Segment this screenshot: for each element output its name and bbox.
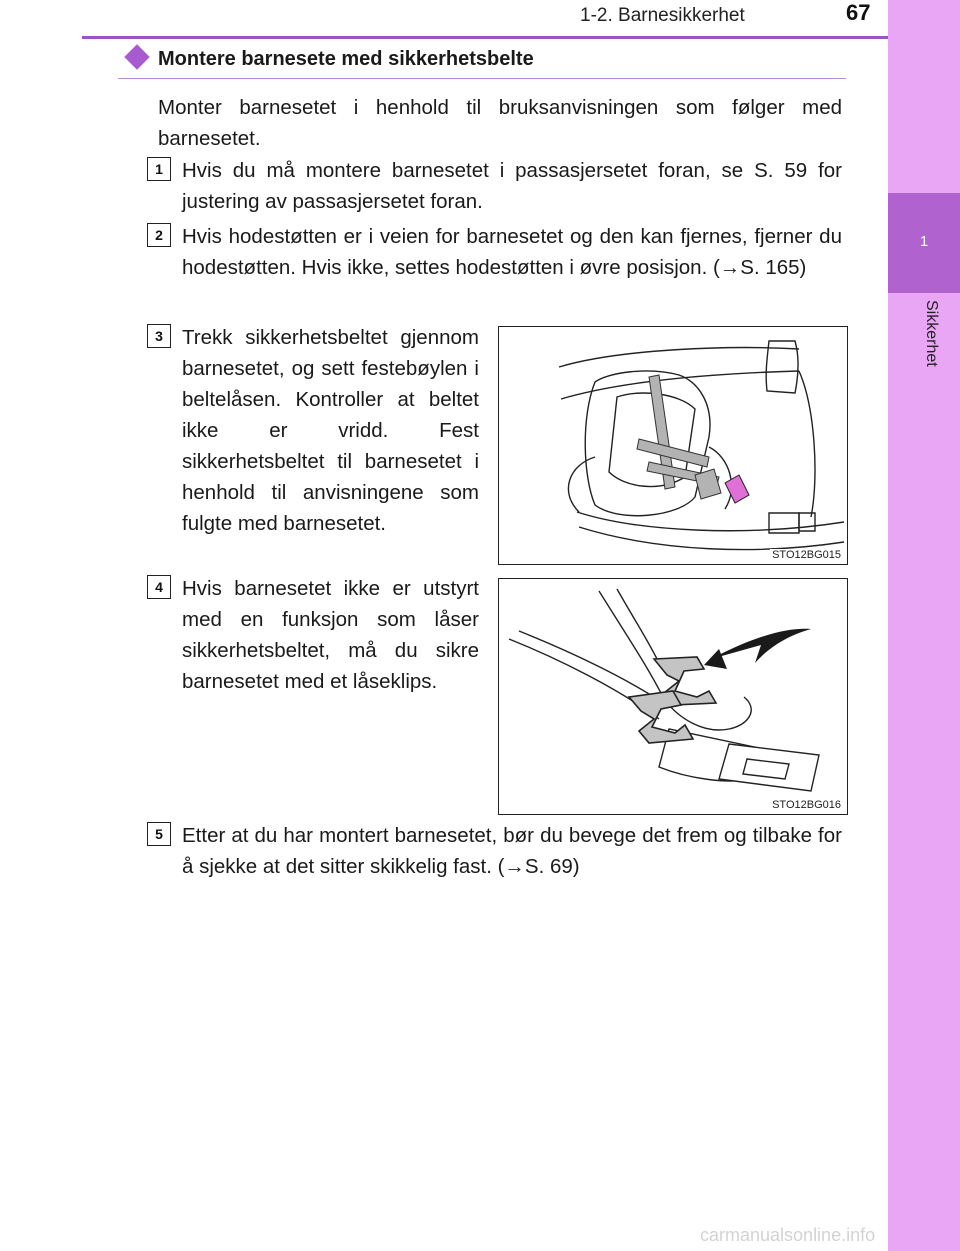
step-number: 3 <box>147 324 171 348</box>
locking-clip-drawing <box>499 579 847 814</box>
step-number: 1 <box>147 157 171 181</box>
section-title: 1-2. Barnesikkerhet <box>580 5 745 26</box>
child-seat-drawing <box>499 327 847 564</box>
chapter-number: 1 <box>919 233 929 250</box>
page-number: 67 <box>846 0 871 25</box>
step-text: Trekk sikkerhetsbeltet gjennom barnesetet, og sett festebøylen i beltelåsen. Kontroller at beltet ikke er vridd. Fest sikkerhetsbeltet til barnesetet i henhold til anvisningene som fulgte med barnesetet. <box>182 326 479 535</box>
step-text: Hvis barnesetet ikke er utstyrt med en funksjon som låser sikkerhetsbeltet, må du sikre barnesetet med et låseklips. <box>182 577 479 693</box>
locking-clip-illustration <box>498 578 848 815</box>
header-divider <box>82 36 888 39</box>
step-number: 2 <box>147 223 171 247</box>
chapter-label: Sikkerhet <box>923 300 940 367</box>
step-number: 5 <box>147 822 171 846</box>
step-text: Hvis du må montere barnesetet i passasjersetet foran, se S. 59 for justering av passasjersetet foran. <box>182 159 842 213</box>
child-seat-illustration <box>498 326 848 565</box>
watermark: carmanualsonline.info <box>700 1225 876 1245</box>
step-number: 4 <box>147 575 171 599</box>
intro-paragraph: Monter barnesetet i henhold til bruksanvisningen som følger med barnesetet. <box>158 96 842 150</box>
figure-code: STO12BG016 <box>772 799 841 811</box>
side-bar <box>888 0 960 1251</box>
step-text: Etter at du har montert barnesetet, bør du bevege det frem og tilbake for å sjekke at det sitter skikkelig fast. (→S. 69) <box>182 824 842 878</box>
diamond-bullet-icon <box>124 44 149 69</box>
heading-divider <box>118 78 846 79</box>
section-heading: Montere barnesete med sikkerhetsbelte <box>158 48 534 70</box>
figure-code: STO12BG015 <box>772 549 841 561</box>
step-text: Hvis hodestøtten er i veien for barnesetet og den kan fjernes, fjerner du hodestøtten. Hvis ikke, settes hodestøtten i øvre posisjon. (→S. 165) <box>182 225 842 279</box>
